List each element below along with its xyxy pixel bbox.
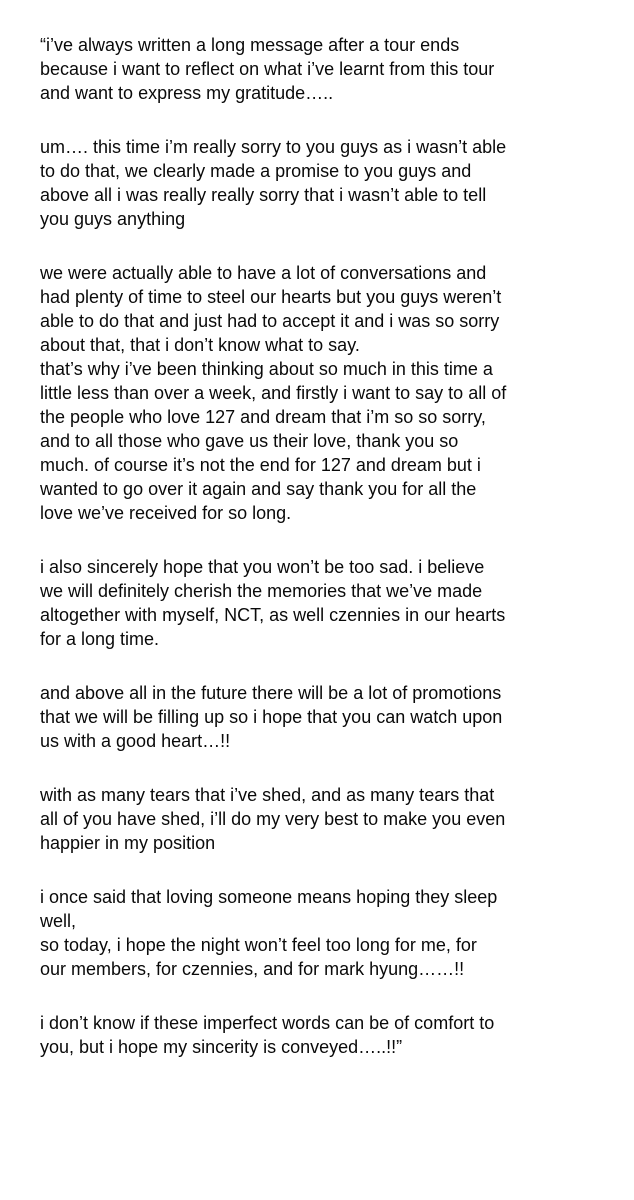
paragraph-8 <box>40 1011 608 1059</box>
text-line: you, but i hope my sincerity is conveyed…..!!” <box>40 1037 403 1057</box>
text-line: the people who love 127 and dream that i’m so so sorry, <box>40 407 486 427</box>
text-line: you guys anything <box>40 209 186 229</box>
text-line: with as many tears that i’ve shed, and as many tears that <box>40 785 495 805</box>
text-line: i once said that loving someone means hoping they sleep <box>40 887 498 907</box>
text-line: all of you have shed, i’ll do my very best to make you even <box>40 809 506 829</box>
text-line: much. of course it’s not the end for 127 and dream but i <box>40 455 481 475</box>
paragraph-1 <box>40 33 608 105</box>
text-line: “i’ve always written a long message after a tour ends <box>40 35 460 55</box>
paragraph-7 <box>40 885 608 981</box>
text-line: that we will be filling up so i hope that you can watch upon <box>40 707 503 727</box>
text-line: we were actually able to have a lot of conversations and <box>40 263 487 283</box>
text-line: us with a good heart…!! <box>40 731 231 751</box>
text-line: had plenty of time to steel our hearts but you guys weren’t <box>40 287 502 307</box>
text-line: we will definitely cherish the memories that we’ve made <box>40 581 483 601</box>
paragraph-6 <box>40 783 608 855</box>
text-line: above all i was really really sorry that i wasn’t able to tell <box>40 185 487 205</box>
text-line: about that, that i don’t know what to say. <box>40 335 360 355</box>
text-line: so today, i hope the night won’t feel too long for me, for <box>40 935 477 955</box>
paragraph-3 <box>40 261 608 525</box>
text-line: i don’t know if these imperfect words can be of comfort to <box>40 1013 495 1033</box>
text-line: well, <box>40 911 77 931</box>
paragraph-2 <box>40 135 608 231</box>
text-line: wanted to go over it again and say thank you for all the <box>40 479 477 499</box>
text-line: happier in my position <box>40 833 216 853</box>
text-line: because i want to reflect on what i’ve learnt from this tour <box>40 59 495 79</box>
text-line: love we’ve received for so long. <box>40 503 292 523</box>
text-line: our members, for czennies, and for mark hyung……!! <box>40 959 465 979</box>
text-line: for a long time. <box>40 629 160 649</box>
text-line: that’s why i’ve been thinking about so much in this time a <box>40 359 493 379</box>
text-line: and want to express my gratitude….. <box>40 83 334 103</box>
text-line: altogether with myself, NCT, as well czennies in our hearts <box>40 605 506 625</box>
text-line: and above all in the future there will be a lot of promotions <box>40 683 502 703</box>
text-line: to do that, we clearly made a promise to you guys and <box>40 161 472 181</box>
paragraph-5 <box>40 681 608 753</box>
text-line: um…. this time i’m really sorry to you guys as i wasn’t able <box>40 137 507 157</box>
text-line: and to all those who gave us their love, thank you so <box>40 431 459 451</box>
text-line: i also sincerely hope that you won’t be too sad. i believe <box>40 557 485 577</box>
text-line: little less than over a week, and firstly i want to say to all of <box>40 383 507 403</box>
text-line: able to do that and just had to accept it and i was so sorry <box>40 311 500 331</box>
paragraph-4 <box>40 555 608 651</box>
